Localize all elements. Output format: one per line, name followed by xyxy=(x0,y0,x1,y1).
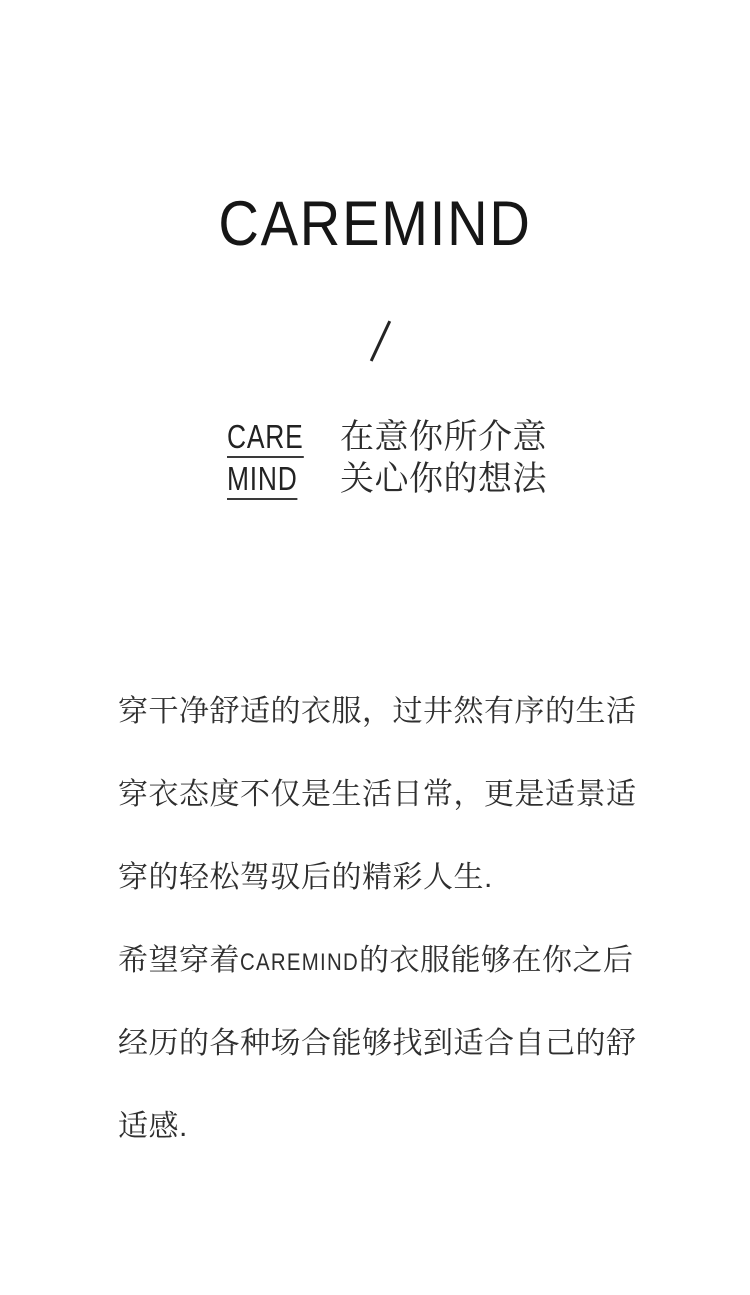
tagline-word-cell xyxy=(227,462,306,500)
tagline-word-care: CARE xyxy=(227,420,304,458)
tagline-row-care xyxy=(227,420,547,454)
inline-brand-logo: CAREMIND xyxy=(240,949,360,976)
tagline-word-mind: MIND xyxy=(227,462,298,500)
tagline-row-mind xyxy=(227,462,547,496)
tagline-text-mind: 关心你的想法 xyxy=(340,460,547,498)
body-line-4-suffix: 的衣服能够在你之后 xyxy=(359,944,634,977)
body-line-3: 穿的轻松驾驭后的精彩人生. xyxy=(118,861,493,894)
tagline-text-care: 在意你所介意 xyxy=(340,418,547,456)
body-copy xyxy=(118,670,658,1168)
slash-divider-icon xyxy=(370,321,391,362)
tagline-word-cell xyxy=(227,420,306,458)
body-line-5: 经历的各种场合能够找到适合自己的舒 xyxy=(118,1027,637,1060)
body-line-1: 穿干净舒适的衣服，过井然有序的生活 xyxy=(118,695,637,728)
body-line-6: 适感. xyxy=(118,1110,188,1143)
tagline-block xyxy=(227,420,547,504)
body-line-4 xyxy=(118,919,658,1002)
brand-logo: CAREMIND xyxy=(218,189,532,259)
body-line-2: 穿衣态度不仅是生活日常，更是适景适 xyxy=(118,778,637,811)
body-line-4-prefix: 希望穿着 xyxy=(118,944,240,977)
